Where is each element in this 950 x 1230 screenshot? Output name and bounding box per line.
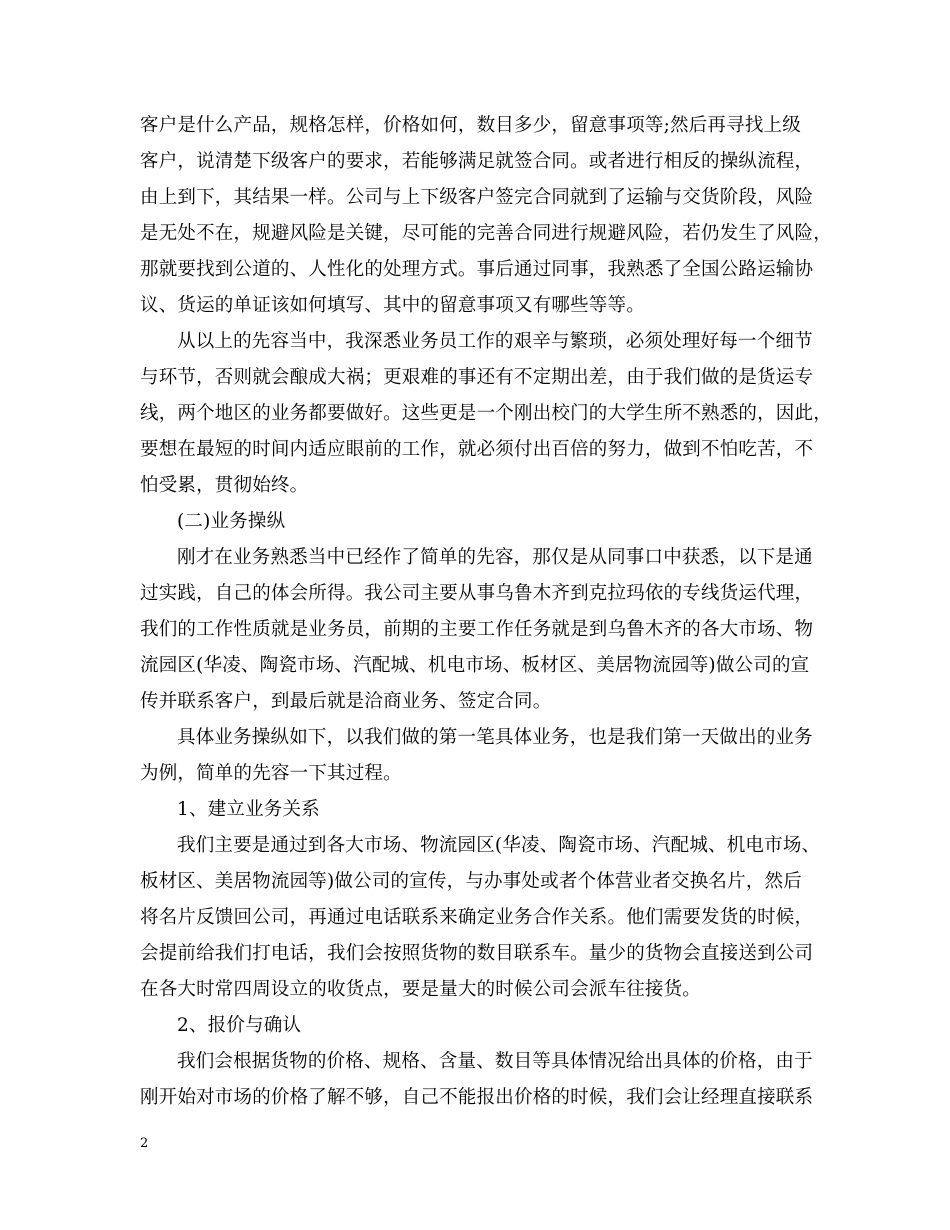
- text-line: 从以上的先容当中，我深悉业务员工作的艰辛与繁琐，必须处理好每一个细节: [177, 331, 813, 352]
- text-line: 要想在最短的时间内适应眼前的工作，就必须付出百倍的努力，做到不怕吃苦，不: [140, 439, 814, 460]
- text-line: 那就要找到公道的、人性化的处理方式。事后通过同事，我熟悉了全国公路运输协: [140, 259, 814, 280]
- text-line: 为例，简单的先容一下其过程。: [140, 763, 402, 784]
- text-line: 我们会根据货物的价格、规格、含量、数目等具体情况给出具体的价格，由于: [177, 1051, 813, 1072]
- text-line: 刚才在业务熟悉当中已经作了简单的先容，那仅是从同事口中获悉，以下是通: [177, 547, 813, 568]
- text-line: 传并联系客户，到最后就是洽商业务、签定合同。: [140, 691, 552, 712]
- text-line: 线，两个地区的业务都要做好。这些更是一个刚出校门的大学生所不熟悉的，因此，: [140, 403, 832, 424]
- text-line: 我们主要是通过到各大市场、物流园区(华凌、陶瓷市场、汽配城、机电市场、: [177, 835, 821, 856]
- text-line: 与环节，否则就会酿成大祸；更艰难的事还有不定期出差，由于我们做的是货运专: [140, 367, 814, 388]
- text-line: 会提前给我们打电话，我们会按照货物的数目联系车。量少的货物会直接送到公司: [140, 943, 814, 964]
- subsection-heading: 2、报价与确认: [177, 1015, 302, 1036]
- section-heading: (二)业务操纵: [177, 511, 286, 532]
- text-line: 怕受累，贯彻始终。: [140, 475, 309, 496]
- text-line: 由上到下，其结果一样。公司与上下级客户签完合同就到了运输与交货阶段，风险: [140, 187, 814, 208]
- text-line: 过实践，自己的体会所得。我公司主要从事乌鲁木齐到克拉玛依的专线货运代理，: [140, 583, 814, 604]
- text-line: 将名片反馈回公司，再通过电话联系来确定业务合作关系。他们需要发货的时候，: [140, 907, 814, 928]
- subsection-heading: 1、建立业务关系: [177, 799, 320, 820]
- page-number: 2: [140, 1136, 149, 1151]
- text-line: 具体业务操纵如下，以我们做的第一笔具体业务，也是我们第一天做出的业务: [177, 727, 813, 748]
- text-line: 客户是什么产品，规格怎样，价格如何，数目多少，留意事项等;然后再寻找上级: [140, 115, 801, 136]
- text-line: 在各大时常四周设立的收货点，要是量大的时候公司会派车往接货。: [140, 979, 702, 1000]
- text-line: 板材区、美居物流园等)做公司的宣传，与办事处或者个体营业者交换名片，然后: [140, 871, 802, 892]
- text-line: 我们的工作性质就是业务员，前期的主要工作任务就是到乌鲁木齐的各大市场、物: [140, 619, 814, 640]
- text-line: 刚开始对市场的价格了解不够，自己不能报出价格的时候，我们会让经理直接联系: [140, 1087, 814, 1108]
- text-line: 流园区(华凌、陶瓷市场、汽配城、机电市场、板材区、美居物流园等)做公司的宣: [140, 655, 810, 676]
- text-line: 是无处不在，规避风险是关键，尽可能的完善合同进行规避风险，若仍发生了风险，: [140, 223, 832, 244]
- text-line: 议、货运的单证该如何填写、其中的留意事项又有哪些等等。: [140, 295, 645, 316]
- text-line: 客户，说清楚下级客户的要求，若能够满足就签合同。或者进行相反的操纵流程，: [140, 151, 814, 172]
